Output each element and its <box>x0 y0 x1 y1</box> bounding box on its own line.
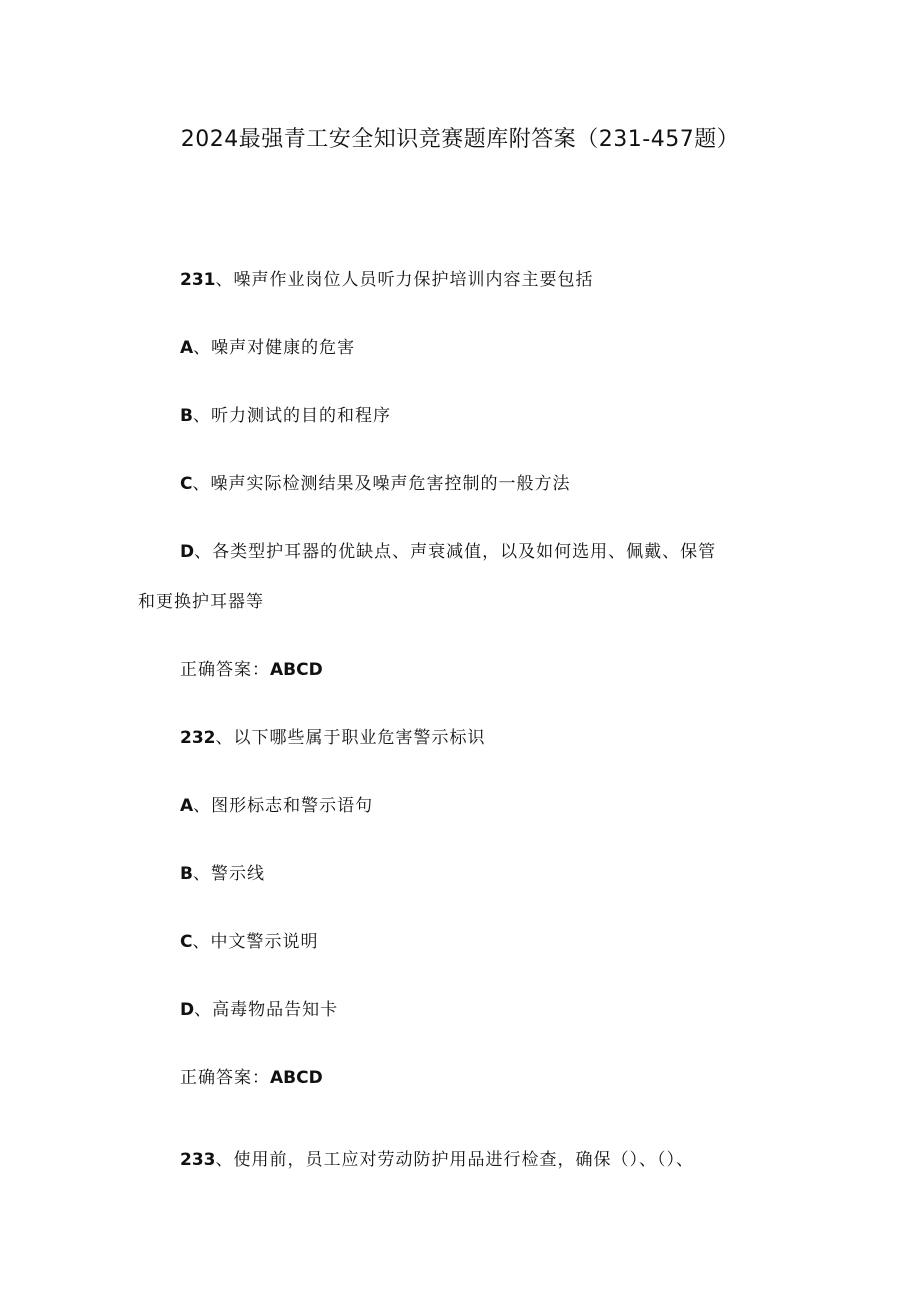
option-separator: 、 <box>192 932 211 952</box>
option-c <box>180 930 318 954</box>
option-c <box>180 472 570 496</box>
question-text: 以下哪些属于职业危害警示标识 <box>233 728 486 748</box>
document-title: 2024最强青工安全知识竞赛题库附答案（231-457题） <box>180 127 740 152</box>
option-text: 中文警示说明 <box>210 932 319 952</box>
option-separator: 、 <box>193 338 212 358</box>
question-number: 233 <box>180 1150 216 1170</box>
question-separator: 、 <box>215 270 234 290</box>
option-label: D <box>180 542 195 562</box>
question-233 <box>180 1148 694 1172</box>
option-text: 图形标志和警示语句 <box>211 796 374 816</box>
option-d <box>180 540 716 564</box>
option-b <box>180 404 391 428</box>
question-number: 232 <box>180 728 216 748</box>
question-text: 使用前，员工应对劳动防护用品进行检查，确保（）、（）、 <box>233 1150 694 1170</box>
option-label: D <box>180 1000 195 1020</box>
option-d <box>180 998 338 1022</box>
option-separator: 、 <box>192 406 211 426</box>
option-separator: 、 <box>192 864 211 884</box>
option-text: 噪声实际检测结果及噪声危害控制的一般方法 <box>210 474 571 494</box>
answer-line <box>180 658 323 682</box>
question-number: 231 <box>180 270 216 290</box>
option-separator: 、 <box>192 474 211 494</box>
question-separator: 、 <box>215 1150 234 1170</box>
option-label: C <box>180 474 193 494</box>
option-text: 高毒物品告知卡 <box>212 1000 339 1020</box>
option-label: A <box>180 796 194 816</box>
option-label: B <box>180 406 193 426</box>
answer-value: ABCD <box>270 1068 323 1088</box>
option-b <box>180 862 265 886</box>
option-a <box>180 336 355 360</box>
option-label: B <box>180 864 193 884</box>
question-231 <box>180 268 594 292</box>
question-232 <box>180 726 486 750</box>
option-text: 各类型护耳器的优缺点、声衰减值，以及如何选用、佩戴、保管 <box>212 542 717 562</box>
option-label: C <box>180 932 193 952</box>
option-separator: 、 <box>193 796 212 816</box>
answer-label: 正确答案： <box>180 660 270 680</box>
option-separator: 、 <box>194 1000 213 1020</box>
option-text: 警示线 <box>210 864 265 884</box>
option-text: 噪声对健康的危害 <box>211 338 356 358</box>
answer-label: 正确答案： <box>180 1068 270 1088</box>
answer-value: ABCD <box>270 660 323 680</box>
option-d-continuation: 和更换护耳器等 <box>138 592 264 612</box>
option-a <box>180 794 373 818</box>
answer-line <box>180 1066 323 1090</box>
option-text: 听力测试的目的和程序 <box>210 406 391 426</box>
option-label: A <box>180 338 194 358</box>
question-separator: 、 <box>215 728 234 748</box>
option-separator: 、 <box>194 542 213 562</box>
question-text: 噪声作业岗位人员听力保护培训内容主要包括 <box>233 270 594 290</box>
